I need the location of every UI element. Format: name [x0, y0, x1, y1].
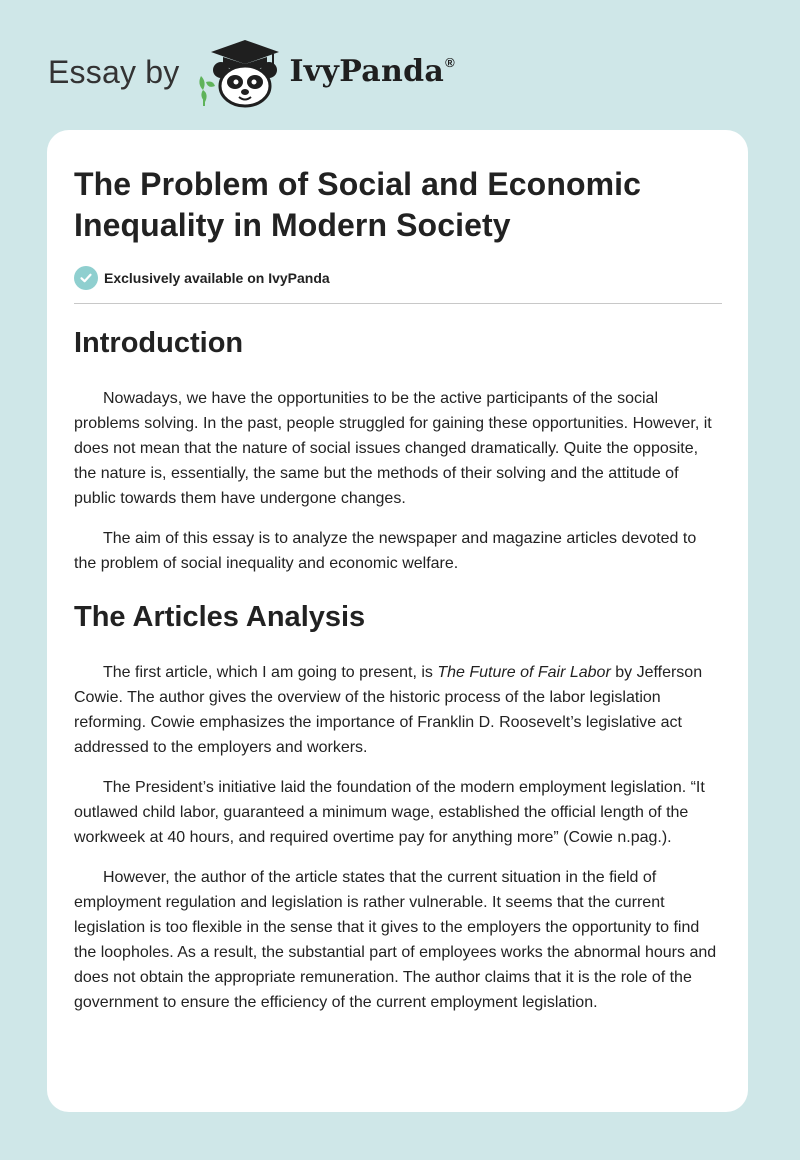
article-title: The Future of Fair Labor: [437, 664, 611, 681]
intro-paragraph-2: The aim of this essay is to analyze the newspaper and magazine articles devoted to the problem of social inequality and economic welfare.: [74, 530, 697, 572]
section-heading-introduction: Introduction: [74, 327, 244, 359]
essay-card: [47, 130, 748, 1112]
title-divider: [74, 303, 722, 304]
exclusive-label: Exclusively available on IvyPanda: [104, 270, 330, 286]
analysis-paragraph-1-lead: The first article, which I am going to present, is: [103, 664, 438, 681]
brand-name: IvyPanda®: [289, 54, 456, 89]
analysis-paragraph-1: [74, 660, 722, 760]
brand-prefix: Essay by: [48, 54, 180, 90]
analysis-paragraph-3: However, the author of the article states that the current situation in the field of employment regulation and legislation is rather vulnerable. It seems that the current legislation is too flexible in the sense that it gives to the employers the opportunity to find the loopholes. As a result, the substantial part of employees works the abnormal hours and does not obtain the appropriate remuneration. The author claims that it is the role of the government to ensure the efficiency of the current employment legislation.: [74, 869, 717, 1011]
brand-header[interactable]: [48, 36, 455, 108]
essay-title: The Problem of Social and Economic Inequality in Modern Society: [74, 166, 642, 243]
analysis-paragraph-1-rest: by Jefferson Cowie. The author gives the overview of the historic process of the labor legislation reforming. Cowie emphasizes the importance of Franklin D. Roosevelt’s legislative act addressed to the employers and workers.: [74, 664, 703, 756]
panda-graduate-icon: [193, 36, 283, 108]
analysis-paragraph-2: The President’s initiative laid the foundation of the modern employment legislation. “It outlawed child labor, guaranteed a minimum wage, established the official length of the workweek at 40 hours, and required overtime pay for anything more” (Cowie n.pag.).: [74, 779, 705, 846]
section-heading-articles-analysis: The Articles Analysis: [74, 601, 366, 633]
exclusive-badge: [74, 265, 722, 291]
check-circle-icon: [74, 266, 98, 290]
registered-mark: ®: [445, 55, 456, 70]
intro-paragraph-1: Nowadays, we have the opportunities to be the active participants of the social problems solving. In the past, people struggled for gaining these opportunities. However, it does not mean that the nature of social issues changed dramatically. Quite the opposite, the nature is, essentially, the same but the methods of their solving and the attitude of public towards them have undergone changes.: [74, 390, 712, 507]
